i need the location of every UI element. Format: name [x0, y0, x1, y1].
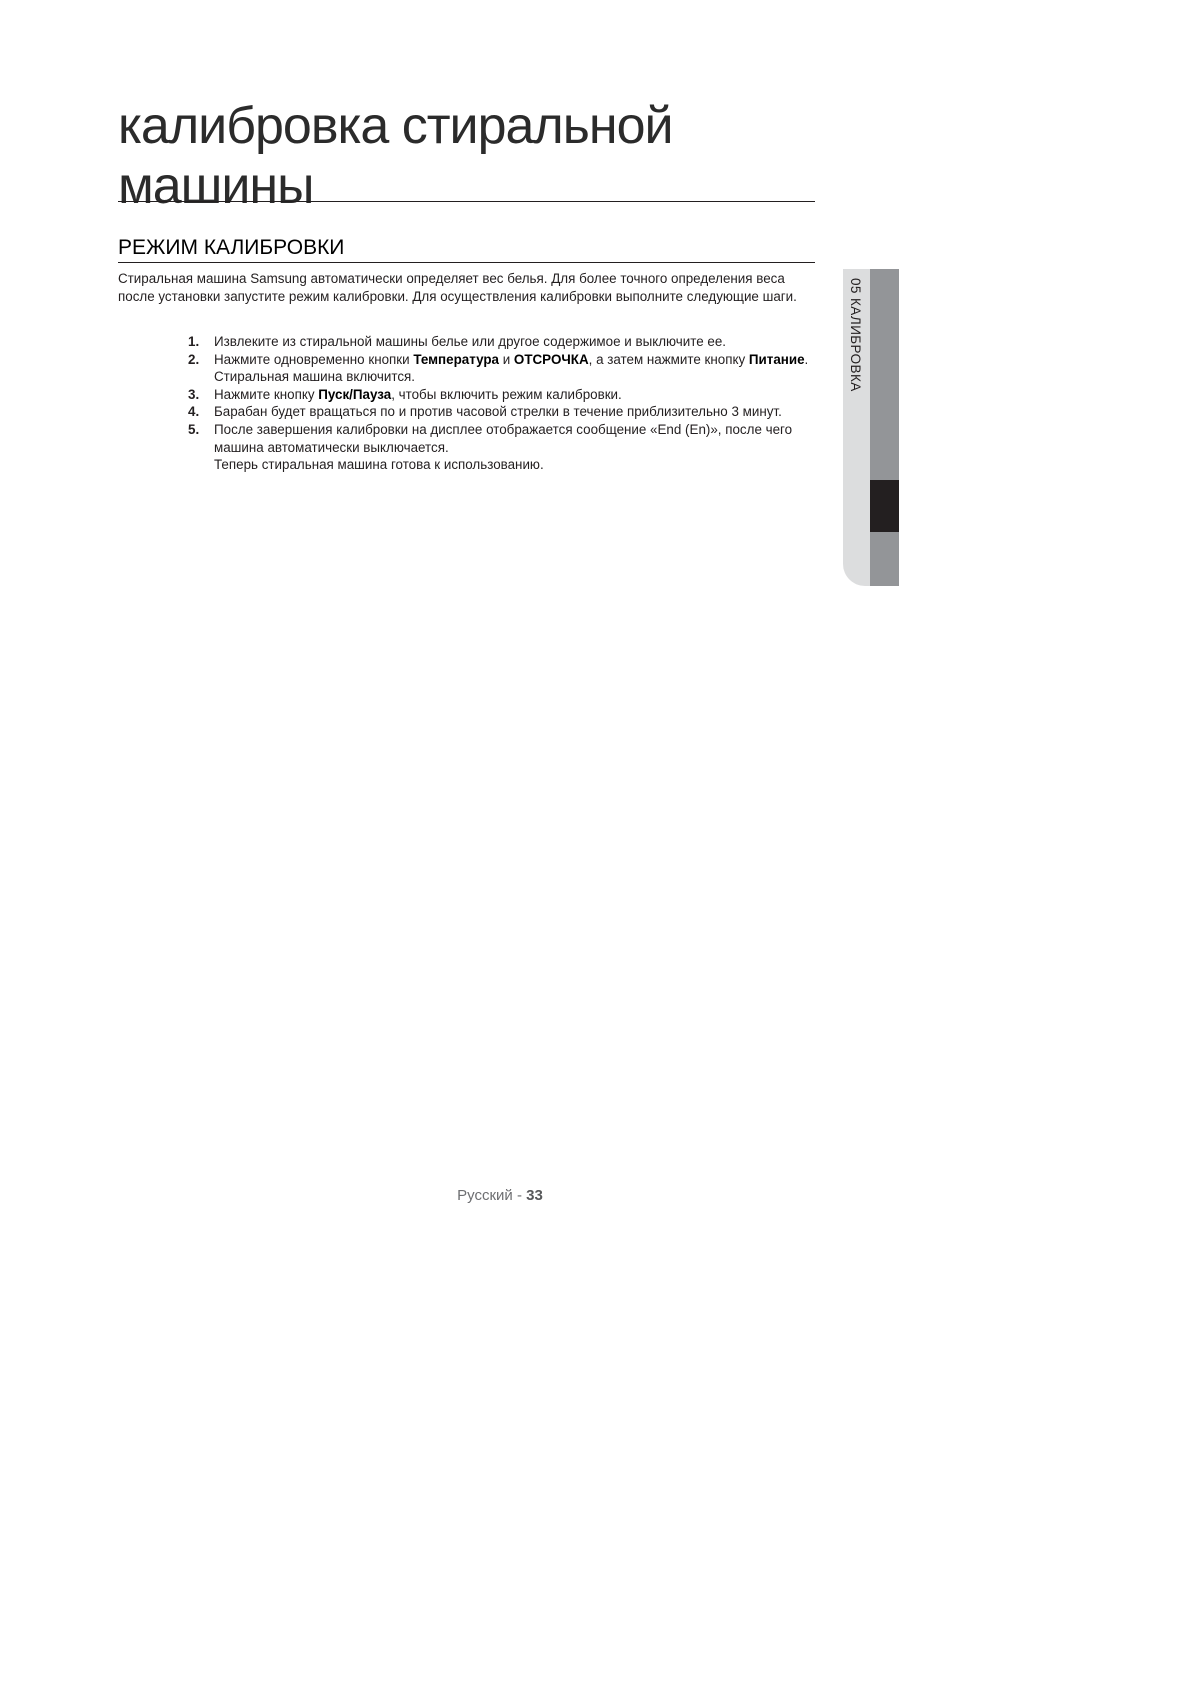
step-3	[188, 386, 813, 404]
step-number: 4.	[188, 404, 200, 420]
step-text: Извлеките из стиральной машины белье или другое содержимое и выключите ее.	[214, 334, 726, 349]
step-4	[188, 403, 813, 421]
step-text: , а затем нажмите кнопку	[588, 351, 749, 367]
step-text: Нажмите кнопку	[214, 386, 319, 402]
step-number: 5.	[188, 421, 200, 437]
step-2	[188, 351, 813, 386]
page-footer	[0, 1187, 1000, 1204]
button-name-power: Питание	[748, 351, 805, 367]
step-number: 1.	[188, 334, 200, 349]
step-1	[188, 333, 813, 351]
step-number: 2.	[188, 351, 200, 367]
step-5	[188, 421, 813, 474]
button-name-delay: ОТСРОЧКА	[513, 351, 589, 367]
step-note: Теперь стиральная машина готова к использованию.	[214, 457, 544, 473]
button-name-start-pause: Пуск/Пауза	[318, 386, 392, 402]
side-tab-label: 05 КАЛИБРОВКА	[848, 278, 863, 392]
chapter-title	[118, 96, 818, 216]
step-text: После завершения калибровки на дисплее отображается сообщение «End (En)», после чего машина автоматически выключается.	[214, 421, 793, 455]
side-tab-marker	[870, 480, 899, 532]
page-number: 33	[526, 1187, 543, 1204]
step-text: , чтобы включить режим калибровки.	[391, 386, 622, 402]
step-text: Барабан будет вращаться по и против часовой стрелки в течение приблизительно 3 минут.	[214, 404, 782, 420]
steps-list	[188, 333, 813, 474]
step-text: и	[499, 351, 514, 367]
section-heading: РЕЖИМ КАЛИБРОВКИ	[118, 236, 815, 263]
step-text: Нажмите одновременно кнопки	[214, 351, 414, 367]
side-tab-stripe	[870, 269, 899, 586]
title-rule	[118, 201, 815, 202]
chapter-title-line-1: калибровка стиральной	[118, 97, 673, 155]
footer-language: Русский -	[457, 1187, 527, 1204]
button-name-temperature: Температура	[413, 351, 499, 367]
step-number: 3.	[188, 386, 200, 402]
intro-paragraph: Стиральная машина Samsung автоматически определяет вес белья. Для более точного определения веса после установки запустите режим калибровки. Для осуществления калибровки выполните следующие шаги.	[118, 271, 797, 304]
chapter-title-line-2: машины	[118, 157, 314, 215]
step-text: . Стиральная машина включится.	[214, 351, 809, 385]
